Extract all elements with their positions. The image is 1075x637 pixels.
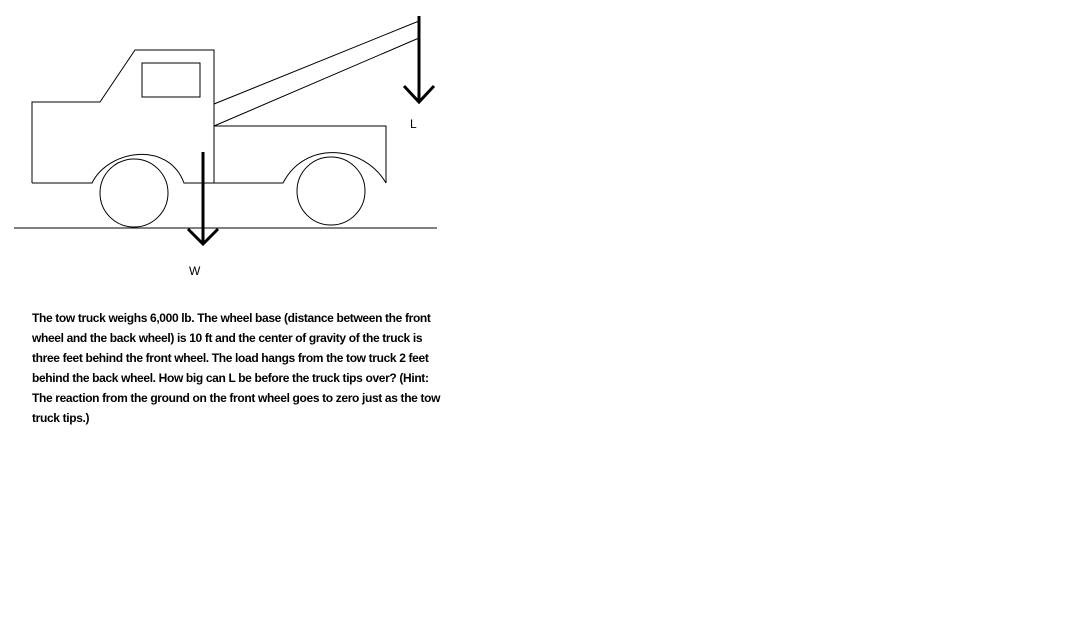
load-label: L: [410, 117, 417, 131]
front-wheel: [100, 159, 168, 227]
truck-cab: [32, 50, 214, 183]
weight-label: W: [189, 264, 201, 278]
problem-statement: The tow truck weighs 6,000 lb. The wheel base (distance between the front wheel and the back wheel) is 10 ft and the center of gravity of the truck is three feet behind the front wheel. The load hangs from the tow truck 2 feet behind the back wheel. How big can L be before the truck tips over? (Hint: The reaction from the ground on the front wheel goes to zero just as the tow truck tips.): [32, 311, 441, 425]
boom-top: [214, 21, 419, 104]
back-wheel: [297, 157, 365, 225]
load-arrow: [404, 16, 434, 102]
cab-window: [142, 63, 200, 97]
boom-bottom: [214, 38, 419, 126]
